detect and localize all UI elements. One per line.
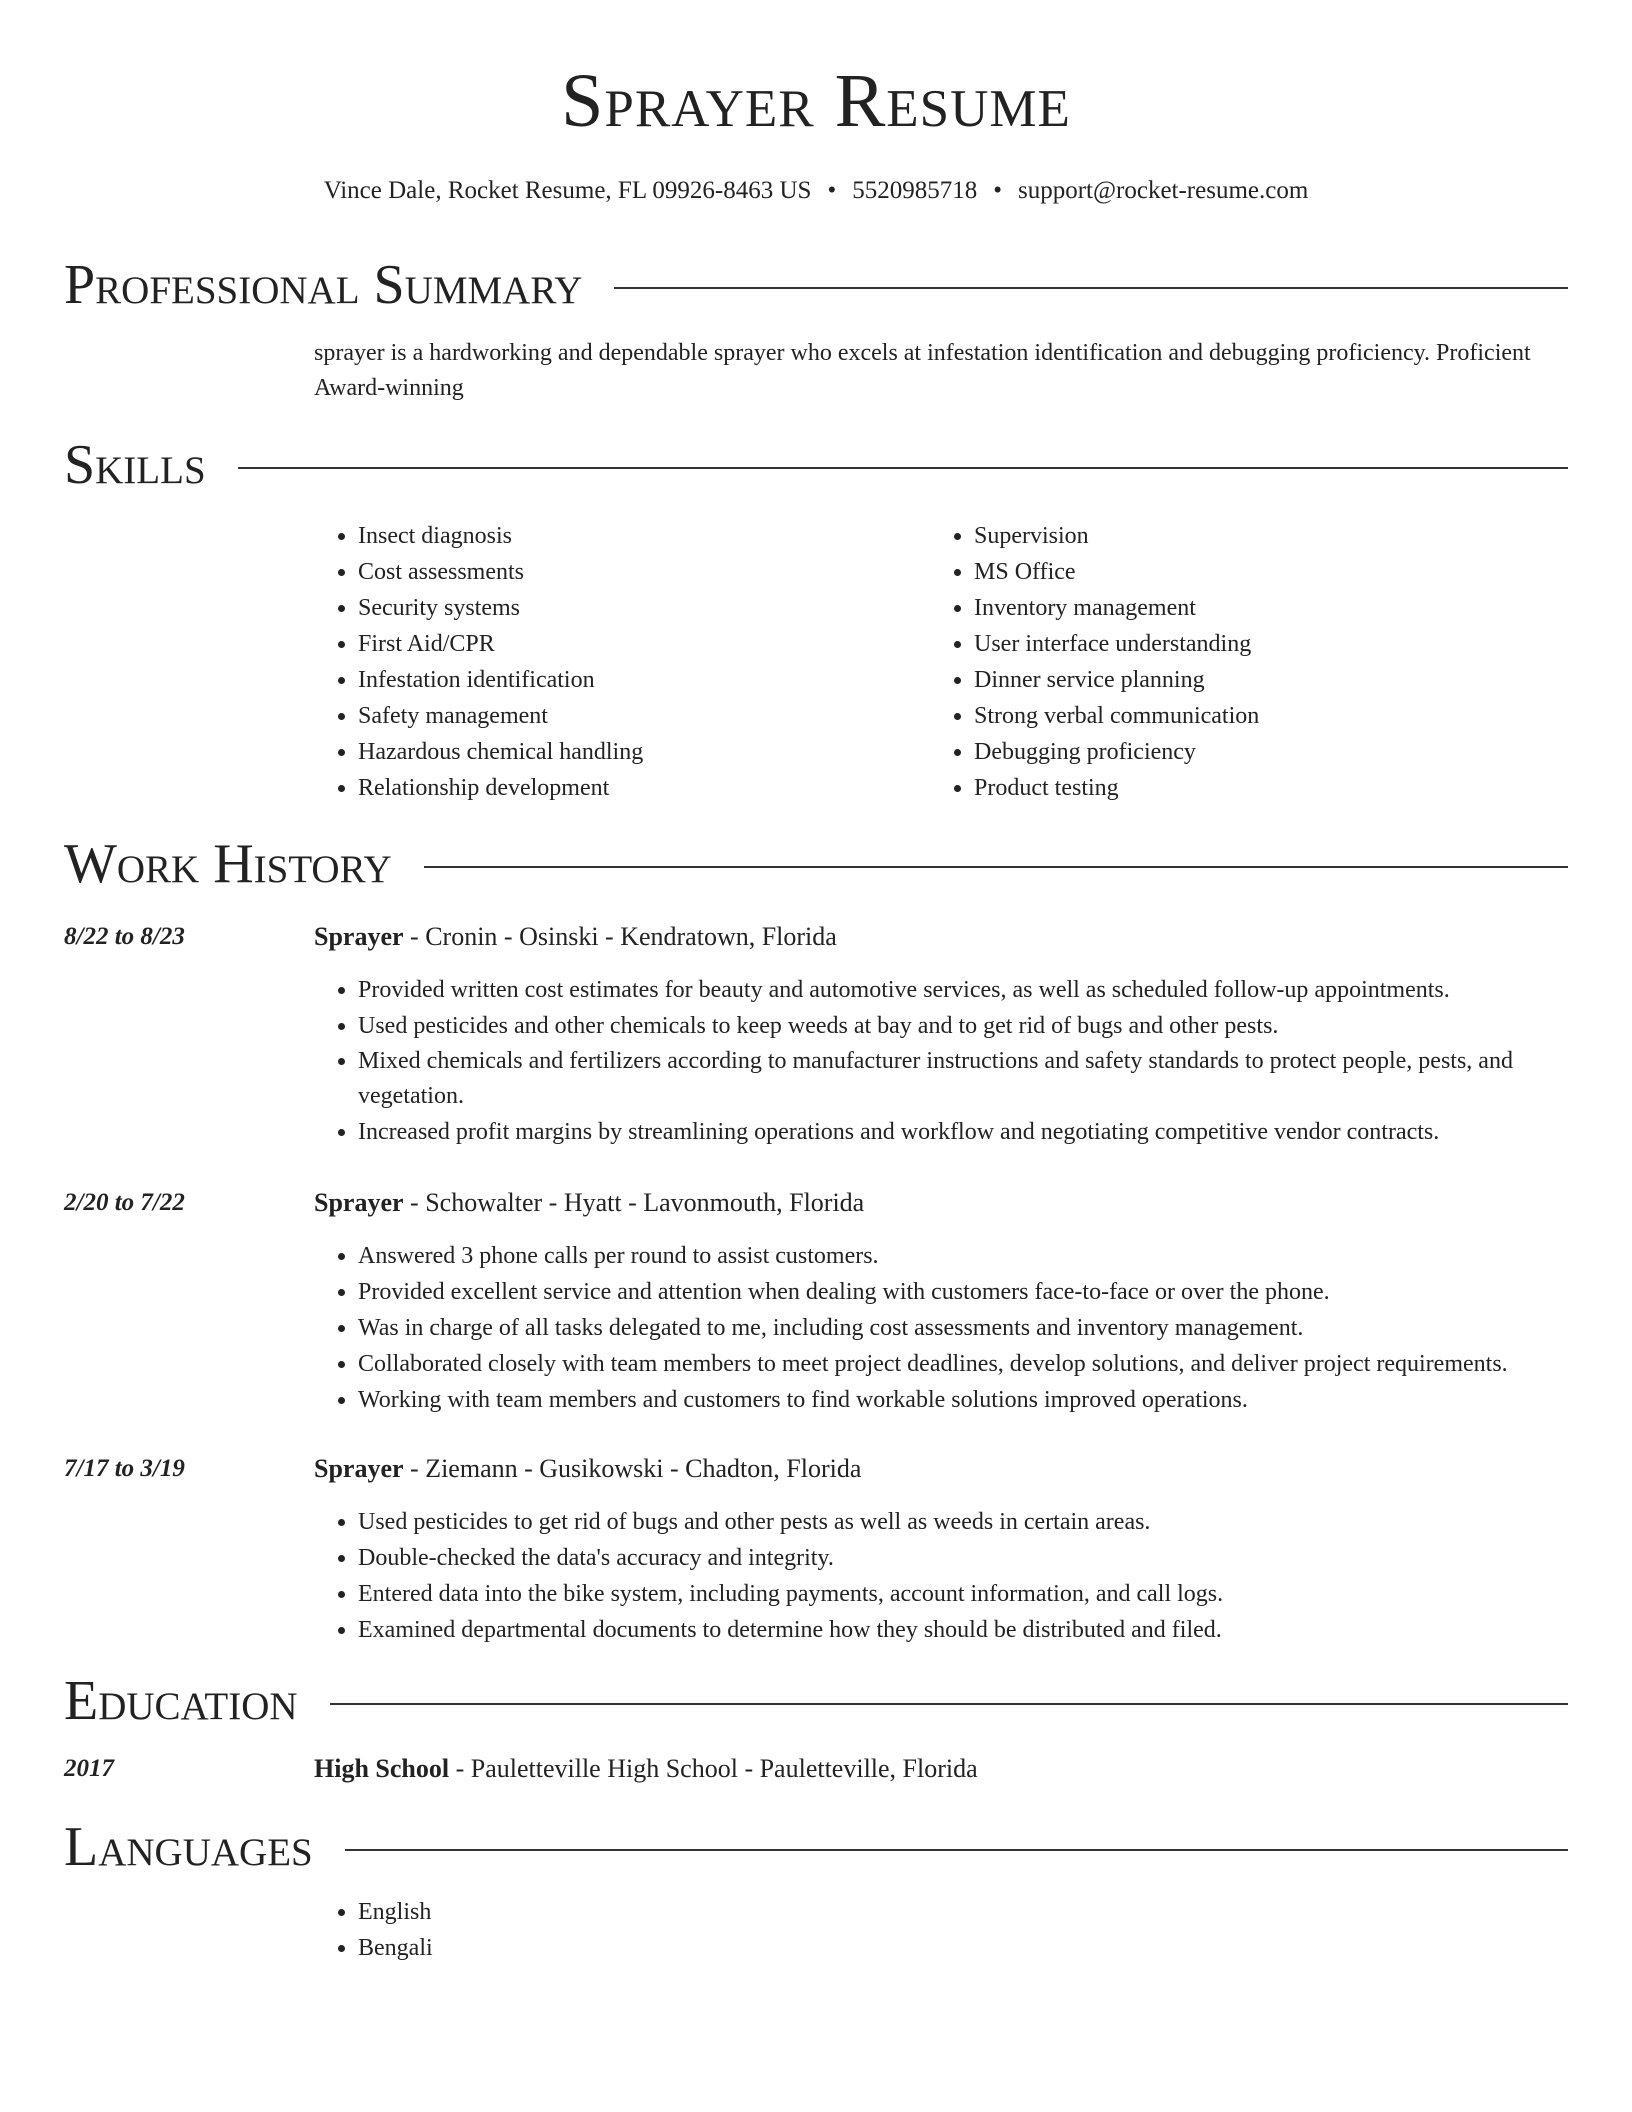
job-bullet: • Mixed chemicals and fertilizers according to manufacturer instructions and safety standards to protect people, pests, and vegetation. <box>358 1044 1584 1114</box>
job-bullet: • Collaborated closely with team members to meet project deadlines, develop solutions, and deliver project requirements. <box>358 1346 1584 1382</box>
job-bullet: • Double-checked the data's accuracy and integrity. <box>358 1540 1584 1576</box>
skill-item: • Debugging proficiency <box>974 734 1570 770</box>
job-bullet: • Used pesticides and other chemicals to keep weeds at bay and to get rid of bugs and other pests. <box>358 1008 1584 1044</box>
skill-item: • Cost assessments <box>358 554 914 590</box>
skill-item: • Dinner service planning <box>974 662 1570 698</box>
skill-item: • Product testing <box>974 770 1570 806</box>
job-bullet: • Working with team members and customers to find workable solutions improved operations. <box>358 1382 1584 1418</box>
skill-item: • Relationship development <box>358 770 914 806</box>
education-line <box>314 1752 978 1786</box>
job-employer: - Cronin - Osinski - Kendratown, Florida <box>403 922 837 951</box>
section-divider <box>330 1703 1568 1705</box>
languages-list <box>314 1894 1574 1966</box>
skill-item: • User interface understanding <box>974 626 1570 662</box>
skills-section-header <box>64 432 1568 498</box>
summary-section-header <box>64 252 1568 318</box>
section-divider <box>614 287 1568 289</box>
education-section-header <box>64 1668 1568 1734</box>
contact-email: support@rocket-resume.com <box>1018 177 1309 204</box>
job-employer: - Schowalter - Hyatt - Lavonmouth, Florida <box>403 1188 865 1217</box>
job-bullet: • Provided written cost estimates for beauty and automotive services, as well as scheduled follow-up appointments. <box>358 972 1584 1008</box>
job-dates: 2/20 to 7/22 <box>64 1189 185 1216</box>
skill-item: • Security systems <box>358 590 914 626</box>
contact-separator: • <box>993 177 1002 204</box>
skill-item: • First Aid/CPR <box>358 626 914 662</box>
language-item: • Bengali <box>358 1930 1574 1966</box>
contact-phone: 5520985718 <box>852 177 978 204</box>
skill-item: • Infestation identification <box>358 662 914 698</box>
skill-item: • Strong verbal communication <box>974 698 1570 734</box>
work-heading: Work History <box>64 833 392 895</box>
contact-line <box>0 174 1632 208</box>
education-degree: High School <box>314 1754 450 1783</box>
section-divider <box>238 467 1568 469</box>
job-bullets <box>314 972 1584 1150</box>
languages-heading: Languages <box>64 1816 313 1878</box>
job-bullet: • Was in charge of all tasks delegated to me, including cost assessments and inventory management. <box>358 1310 1584 1346</box>
language-item: • English <box>358 1894 1574 1930</box>
job-title: Sprayer <box>314 1454 404 1483</box>
skill-item: • Hazardous chemical handling <box>358 734 914 770</box>
education-year: 2017 <box>64 1755 114 1782</box>
skill-item: • MS Office <box>974 554 1570 590</box>
job-bullet: • Answered 3 phone calls per round to assist customers. <box>358 1238 1584 1274</box>
skills-heading: Skills <box>64 434 206 496</box>
summary-heading: Professional Summary <box>64 254 583 316</box>
job-employer: - Ziemann - Gusikowski - Chadton, Florida <box>403 1454 862 1483</box>
skill-item: • Safety management <box>358 698 914 734</box>
job-title: Sprayer <box>314 1188 404 1217</box>
job-bullet: • Provided excellent service and attention when dealing with customers face-to-face or over the phone. <box>358 1274 1584 1310</box>
job-title-line <box>314 1452 861 1486</box>
job-bullet: • Entered data into the bike system, including payments, account information, and call logs. <box>358 1576 1584 1612</box>
education-heading: Education <box>64 1670 298 1732</box>
job-title-line <box>314 1186 864 1220</box>
contact-separator: • <box>827 177 837 204</box>
skill-item: • Supervision <box>974 518 1570 554</box>
section-divider <box>424 866 1568 868</box>
page-title: Sprayer Resume <box>561 59 1071 143</box>
contact-address: Vince Dale, Rocket Resume, FL 09926-8463 US <box>323 177 812 204</box>
skills-column-right <box>930 518 1570 806</box>
skill-item: • Insect diagnosis <box>358 518 914 554</box>
job-bullets <box>314 1504 1584 1648</box>
work-section-header <box>64 831 1568 897</box>
summary-text: sprayer is a hardworking and dependable sprayer who excels at infestation identification and debugging proficiency. Proficient Award-winning <box>314 340 1531 401</box>
job-bullet: • Used pesticides to get rid of bugs and other pests as well as weeds in certain areas. <box>358 1504 1584 1540</box>
job-title: Sprayer <box>314 922 404 951</box>
job-bullet: • Examined departmental documents to determine how they should be distributed and filed. <box>358 1612 1584 1648</box>
section-divider <box>345 1849 1568 1851</box>
job-title-line <box>314 920 837 954</box>
job-dates: 8/22 to 8/23 <box>64 923 185 950</box>
job-bullet: • Increased profit margins by streamlining operations and workflow and negotiating competitive vendor contracts. <box>358 1114 1584 1150</box>
job-dates: 7/17 to 3/19 <box>64 1455 185 1482</box>
education-school: - Pauletteville High School - Pauletteville, Florida <box>449 1754 978 1783</box>
languages-section-header <box>64 1814 1568 1880</box>
skills-column-left <box>314 518 914 806</box>
skill-item: • Inventory management <box>974 590 1570 626</box>
job-bullets <box>314 1238 1584 1418</box>
